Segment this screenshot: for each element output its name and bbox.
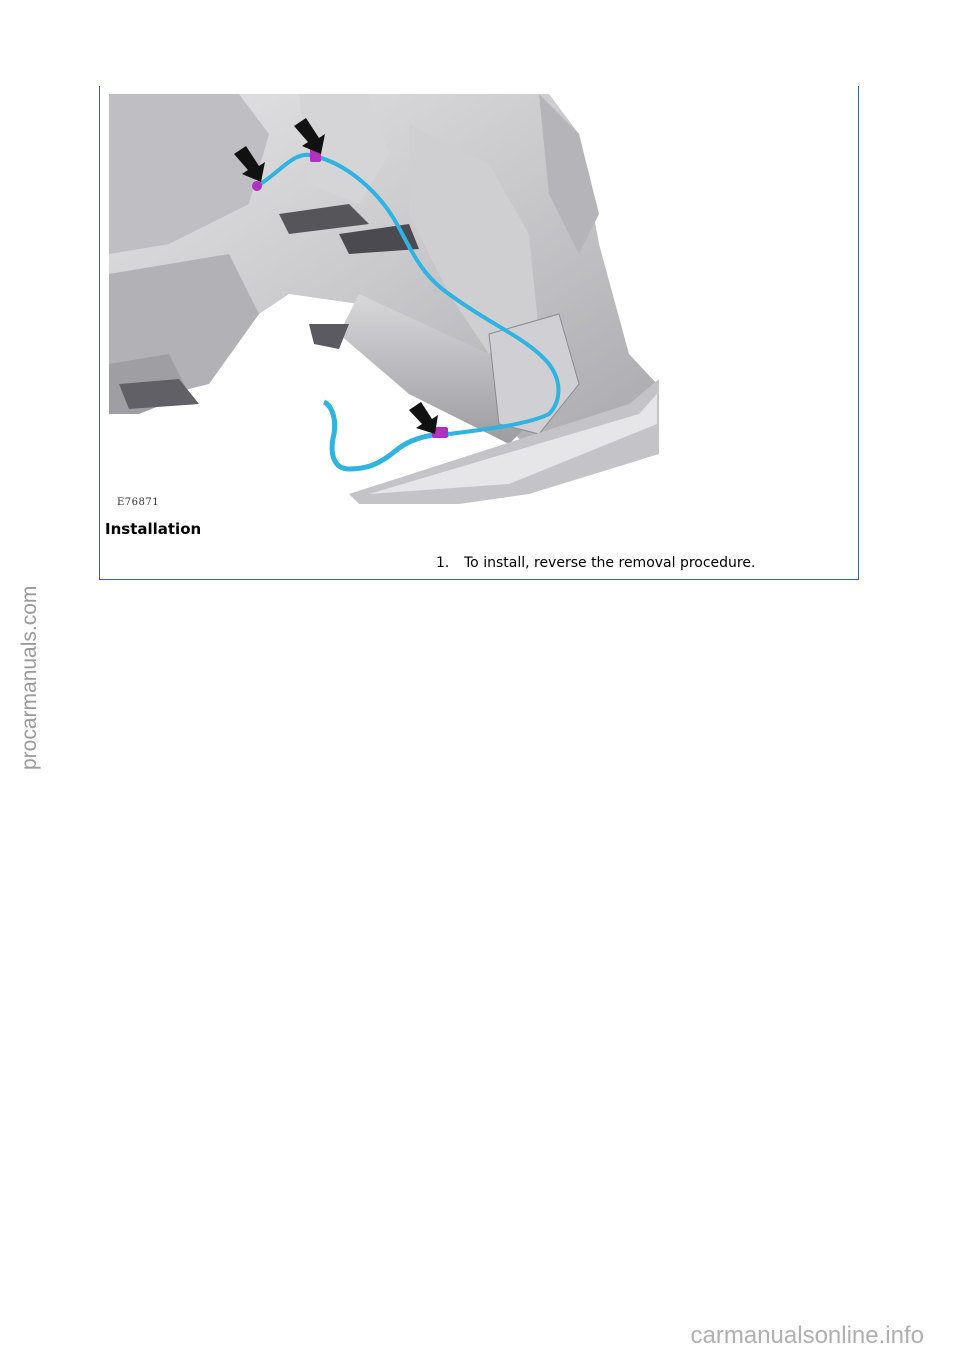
illustration xyxy=(109,94,665,508)
step-item xyxy=(436,555,755,571)
vehicle-body-illustration xyxy=(109,94,665,504)
section-heading: Installation xyxy=(105,520,202,538)
bottom-watermark: carmanualsonline.info xyxy=(690,1322,924,1349)
step-text: To install, reverse the removal procedure. xyxy=(464,555,756,571)
step-number: 1. xyxy=(436,555,450,571)
procedure-panel xyxy=(99,86,859,580)
figure-code: E76871 xyxy=(117,497,160,508)
side-watermark: procarmanuals.com xyxy=(18,585,41,770)
